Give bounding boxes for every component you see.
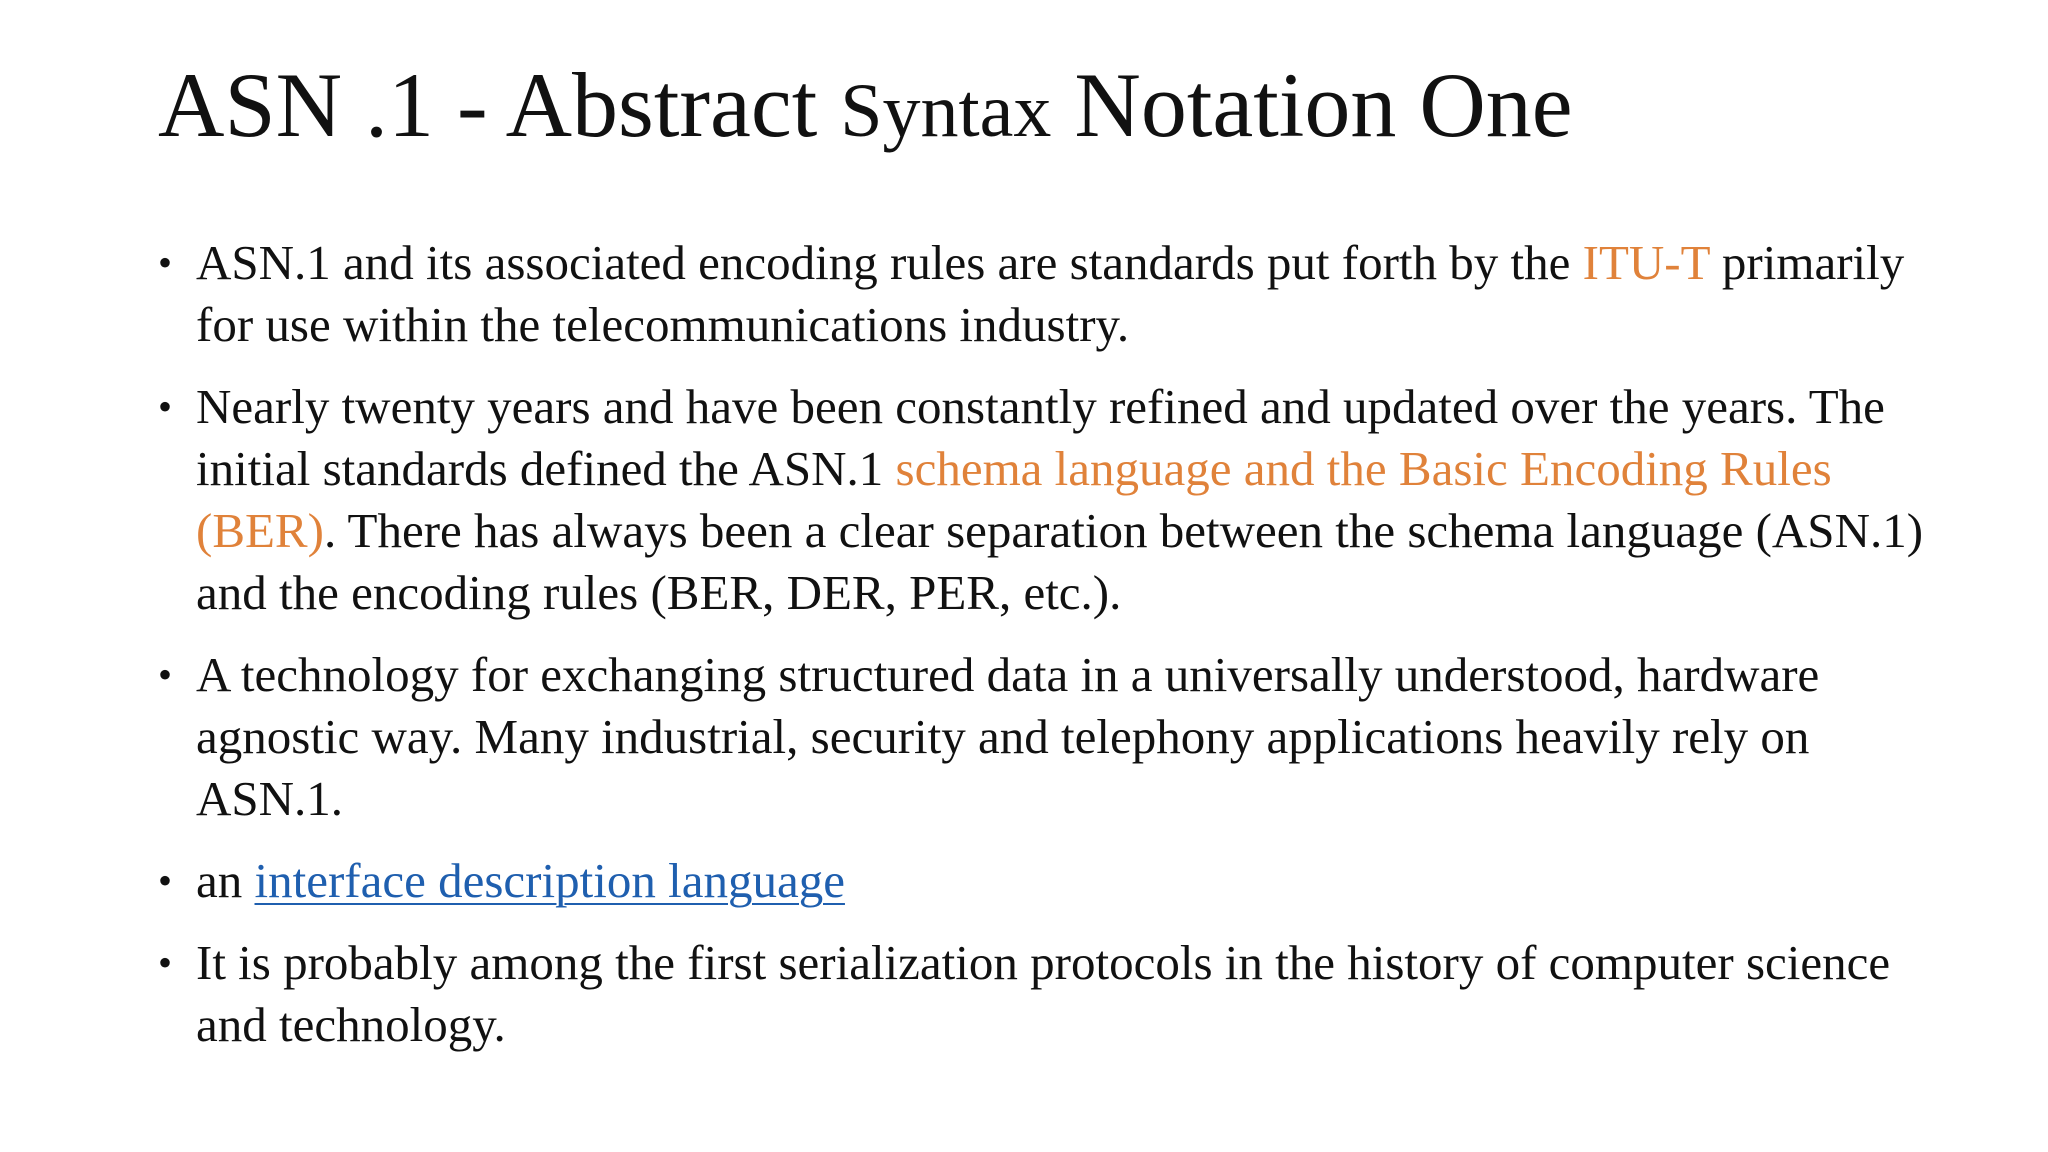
bullet-dot-icon: • (158, 858, 173, 903)
bullet-item-technology (158, 644, 1958, 830)
bullet-text: an (196, 853, 255, 908)
highlight-itu-t: ITU-T (1582, 235, 1710, 290)
bullet-text: Nearly twenty years and have been constantly refined and updated over the years. The initial standards defined the ASN.1 (196, 379, 1885, 496)
idl-link[interactable]: interface description language (254, 853, 845, 908)
bullet-item-serialization (158, 932, 1958, 1056)
bullet-text: A technology for exchanging structured data in a universally understood, hardware agnostic way. Many industrial, security and telephony applications heavily rely on ASN.1. (196, 647, 1820, 826)
title-part-1: ASN .1 - Abstract (158, 54, 841, 156)
bullet-item-itu (158, 232, 1958, 356)
bullet-text: ASN.1 and its associated encoding rules are standards put forth by the (196, 235, 1583, 290)
bullet-list (158, 232, 1958, 1076)
bullet-dot-icon: • (158, 384, 173, 429)
bullet-text: . There has always been a clear separation between the schema language (ASN.1) and the encoding rules (BER, DER, PER, etc.). (196, 503, 1924, 620)
bullet-dot-icon: • (158, 240, 173, 285)
slide-title (158, 50, 1573, 166)
highlight-schema-ber: schema language and the Basic Encoding Rules (BER) (196, 441, 1832, 558)
bullet-text: It is probably among the first serialization protocols in the history of computer science and technology. (196, 935, 1891, 1052)
bullet-dot-icon: • (158, 940, 173, 985)
title-part-3: Notation One (1051, 54, 1573, 156)
bullet-text: primarily for use within the telecommunications industry. (196, 235, 1905, 352)
bullet-item-history (158, 376, 1958, 624)
title-part-2: Syntax (840, 69, 1052, 153)
bullet-dot-icon: • (158, 652, 173, 697)
bullet-item-idl (158, 850, 1958, 912)
